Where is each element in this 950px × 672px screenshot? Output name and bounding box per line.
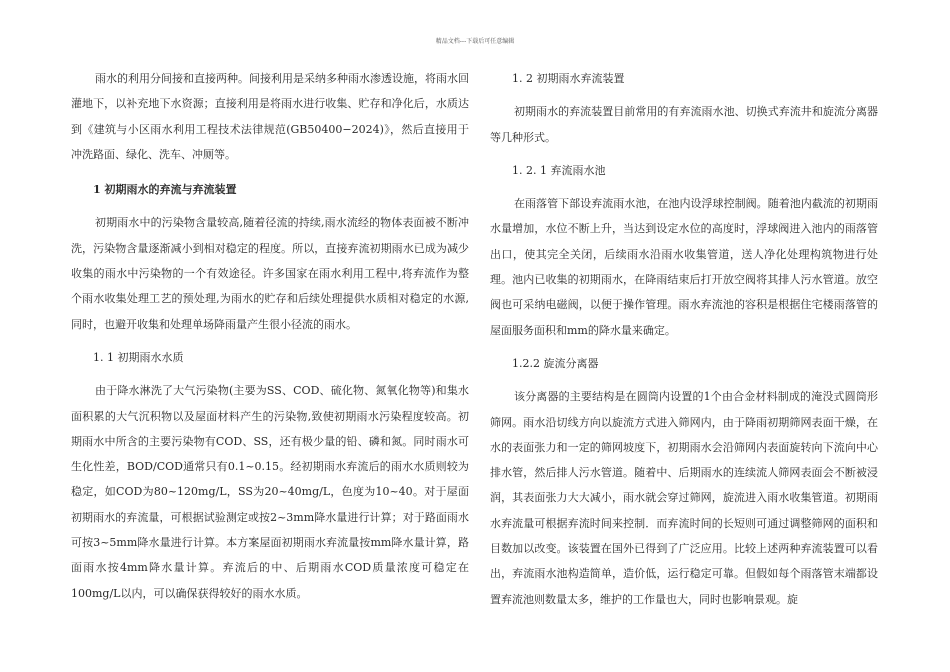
section-1-paragraph: 初期雨水中的污染物含量较高,随着径流的持续,雨水流经的物体表面被不断冲洗，污染物含量逐渐减小到相对稳定的程度。所以，直接弃流初期雨水已成为减少收集的雨水中污染物的一个有效途径。许多国家在雨水利用工程中,将弃流作为整个雨水收集处理工艺的预处理,为雨水的贮存和后续处理提供水质相对稳定的水源,同时，也避开收集和处理单场降雨量产生很小径流的雨水。 [71, 216, 469, 331]
section-1-2-1-paragraph: 在雨落管下部设弃流雨水池，在池内设浮球控制阀。随着池内截流的初期雨水量增加，水位不断上升，当达到设定水位的高度时，浮球阀进入池内的雨落管出口，使其完全关闭，后续雨水沿雨水收集管道，送人净化处理构筑物进行处理。池内已收集的初期雨水，在降雨结束后打开放空阀将其排人污水管道。放空阀也可采纳电磁阀，以便于操作管理。雨水弃流池的容积是根据住宅楼雨落管的屋面服务面积和mm的降水量来确定。 [490, 197, 878, 337]
intro-paragraph: 雨水的利用分间接和直接两种。间接利用是采纳多种雨水渗透设施，将雨水回灌地下，以补充地下水资源；直接利用是将雨水进行收集、贮存和净化后，水质达到《建筑与小区雨水利用工程技术法律规范(GB50400−2024)》，然后直接用于冲洗路面、绿化、洗车、冲厕等。 [71, 72, 469, 161]
section-1-2-paragraph: 初期雨水的弃流装置目前常用的有弃流雨水池、切换式弃流井和旋流分离器等几种形式。 [490, 105, 878, 144]
section-1-1-heading: 1. 1 初期雨水水质 [93, 350, 184, 364]
page-header: 精品文档---下载后可任意编辑 [435, 38, 515, 45]
section-1-1-paragraph: 由于降水淋洗了大气污染物(主要为SS、COD、硫化物、氮氧化物等)和集水面积累的大气沉积物以及屋面材料产生的污染物,致使初期雨水污染程度较高。初期雨水中所含的主要污染物有COD、SS，还有极少量的铅、磷和氮。同时雨水可生化性差，BOD/COD通常只有0.1~0.15。经初期雨水弃流后的雨水水质则较为稳定，如COD为80~120mg/L，SS为20~40mg/L，色度为10~40。对于屋面初期雨水的弃流量，可根据试验测定或按2~3mm降水量进行计算；对于路面雨水可按3~5mm降水量进行计算。本方案屋面初期雨水弃流量按mm降水量计算，路面雨水按4mm降水量计算。弃流后的中、后期雨水COD质量浓度可稳定在100mg/L以内，可以确保获得较好的雨水水质。 [71, 384, 469, 600]
section-1-heading: 1 初期雨水的弃流与弃流装置 [93, 183, 237, 197]
section-1-2-1-heading: 1. 2. 1 弃流雨水池 [512, 163, 606, 177]
section-1-2-2-paragraph: 该分离器的主要结构是在圆筒内设置的1个由合金材料制成的淹没式圆筒形筛网。雨水沿切线方向以旋流方式进入筛网内，由于降雨初期筛网表面干燥，在水的表面张力和一定的筛网坡度下，初期雨水会沿筛网内表面旋转向下流向中心排水管，然后排人污水管道。随着中、后期雨水的连续流人筛网表面会不断被浸润，其表面张力大大减小，雨水就会穿过筛网，旋流进入雨水收集管道。初期雨水弃流量可根据弃流时间来控制．而弃流时间的长短则可通过调整筛网的面积和目数加以改变。该装置在国外已得到了广泛应用。比较上述两种弃流装置可以看出，弃流雨水池构造简单，造价低，运行稳定可靠。但假如每个雨落管末端都设置弃流池则数量太多，维护的工作量也大，同时也影响景观。旋 [490, 390, 878, 606]
left-column [71, 66, 469, 606]
section-1-2-heading: 1. 2 初期雨水弃流装置 [512, 72, 625, 85]
section-1-2-2-heading: 1.2.2 旋流分离器 [512, 356, 599, 370]
right-column [490, 66, 878, 612]
